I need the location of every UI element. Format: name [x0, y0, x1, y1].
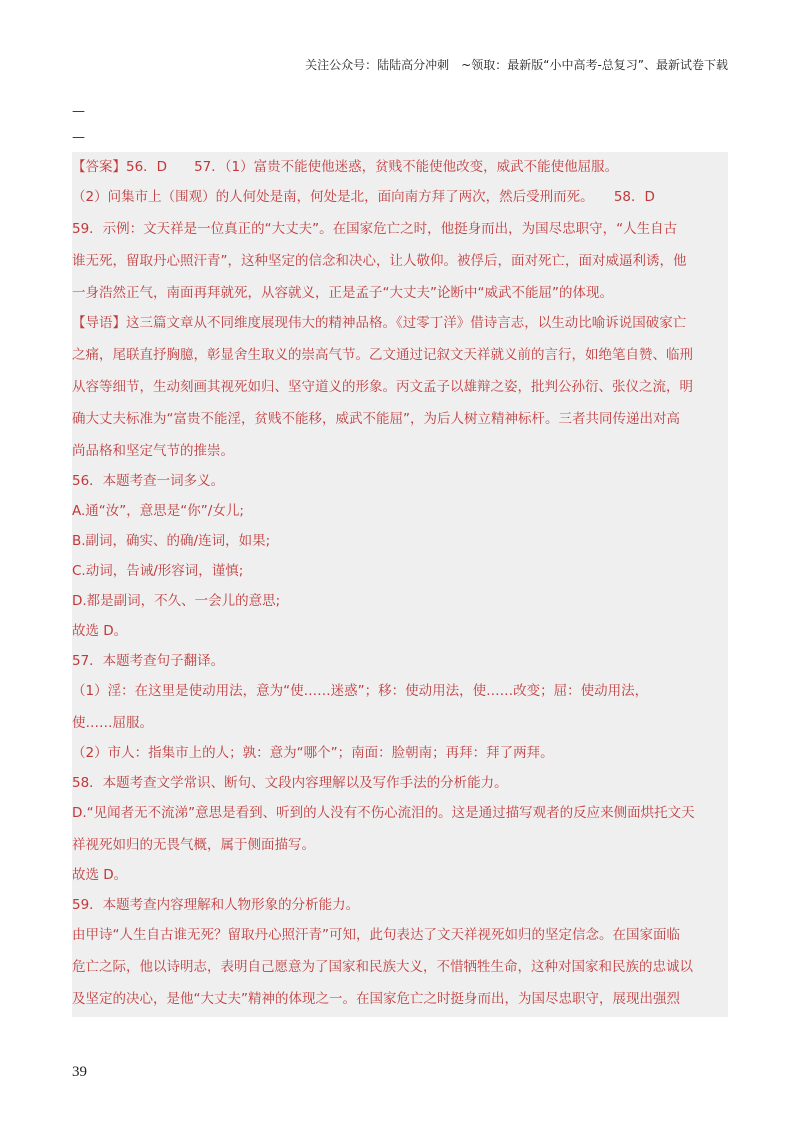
- dash-1: —: [72, 104, 85, 119]
- text-line: 【答案】56．D 57．（1）富贵不能使他迷惑，贫贱不能使他改变，威武不能使他屈服。: [72, 159, 619, 175]
- text-line: 58．本题考查文学常识、断句、文段内容理解以及写作手法的分析能力。: [72, 775, 508, 791]
- text-line: 故选 D。: [72, 623, 128, 639]
- text-line: C.动词，告诫/形容词，谨慎;: [72, 563, 244, 579]
- text-line: 危亡之际，他以诗明志，表明自己愿意为了国家和民族大义，不惜牺牲生命，这种对国家和民族的忠诚以: [72, 959, 693, 975]
- text-line: 【导语】这三篇文章从不同维度展现伟大的精神品格。《过零丁洋》借诗言志，以生动比喻诉说国破家亡: [72, 315, 687, 331]
- text-line: 故选 D。: [72, 867, 128, 883]
- page-number: 39: [72, 1064, 87, 1080]
- text-line: 确大丈夫标准为“富贵不能淫，贫贱不能移，威武不能屈”，为后人树立精神标杆。三者共同传递出对高: [72, 411, 680, 427]
- text-line: B.副词，确实、的确/连词，如果;: [72, 533, 271, 549]
- text-line: 之痛，尾联直抒胸臆，彰显舍生取义的崇高气节。乙文通过记叙文天祥就义前的言行，如绝笔自赞、临刑: [72, 347, 693, 363]
- text-line: D.都是副词，不久、一会儿的意思;: [72, 593, 281, 609]
- dash-2: —: [72, 130, 85, 145]
- text-line: 56．本题考查一词多义。: [72, 473, 225, 489]
- text-line: A.通“汝”，意思是“你”/女儿;: [72, 503, 244, 519]
- text-line: 由甲诗“人生自古谁无死？留取丹心照汗青”可知，此句表达了文天祥视死如归的坚定信念。在国家面临: [72, 927, 680, 943]
- page-header: 关注公众号：陆陆高分冲刺 ~领取：最新版“小中高考-总复习”、最新试卷下载: [305, 58, 728, 72]
- answer-block: [72, 152, 728, 1017]
- text-line: D.“见闻者无不流涕”意思是看到、听到的人没有不伤心流泪的。这是通过描写观者的反应来侧面烘托文天: [72, 805, 695, 821]
- text-line: 一身浩然正气，南面再拜就死，从容就义，正是孟子“大丈夫”论断中“威武不能屈”的体现。: [72, 285, 613, 301]
- text-line: 尚品格和坚定气节的推崇。: [72, 443, 234, 459]
- text-line: （2）问集市上（围观）的人何处是南，何处是北，面向南方拜了两次，然后受刑而死。 58．D: [72, 189, 655, 205]
- text-line: 57．本题考查句子翻译。: [72, 653, 225, 669]
- text-line: （1）淫：在这里是使动用法，意为“使……迷惑”；移：使动用法，使……改变；屈：使动用法，: [72, 683, 649, 699]
- text-line: 59．示例：文天祥是一位真正的“大丈夫”。在国家危亡之时，他挺身而出，为国尽忠职守，“人生自古: [72, 221, 678, 237]
- text-line: 59．本题考查内容理解和人物形象的分析能力。: [72, 897, 360, 913]
- text-line: 谁无死，留取丹心照汗青”，这种坚定的信念和决心，让人敬仰。被俘后，面对死亡，面对威逼利诱，他: [72, 253, 687, 269]
- text-line: 使……屈服。: [72, 715, 153, 731]
- text-line: 从容等细节，生动刻画其视死如归、坚守道义的形象。丙文孟子以雄辩之姿，批判公孙衍、张仪之流，明: [72, 379, 693, 395]
- text-line: 及坚定的决心，是他“大丈夫”精神的体现之一。在国家危亡之时挺身而出，为国尽忠职守，展现出强烈: [72, 991, 680, 1007]
- text-line: 祥视死如归的无畏气概，属于侧面描写。: [72, 837, 315, 853]
- text-line: （2）市人：指集市上的人；孰：意为“哪个”；南面：脸朝南；再拜：拜了两拜。: [72, 745, 554, 761]
